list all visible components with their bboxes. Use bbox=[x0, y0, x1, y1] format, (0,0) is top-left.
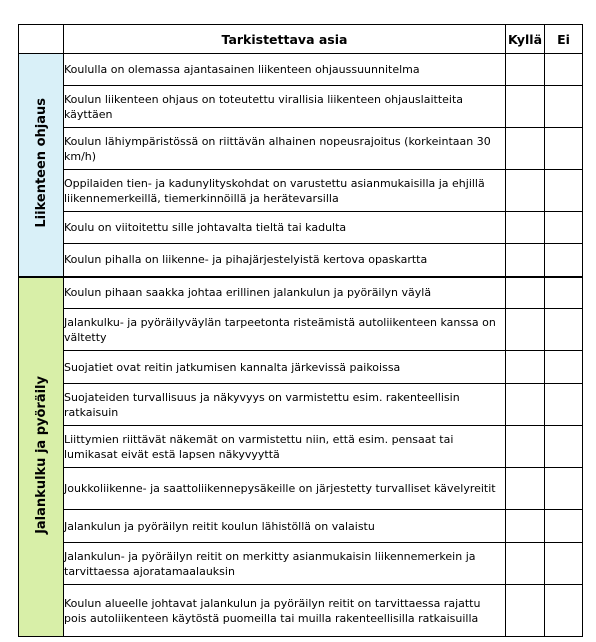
header-category-cell bbox=[19, 25, 64, 54]
row-text: Suojatiet ovat reitin jatkumisen kannalta järkevissä paikoissa bbox=[64, 351, 506, 384]
yes-checkbox-cell[interactable] bbox=[506, 54, 545, 86]
yes-checkbox-cell[interactable] bbox=[506, 86, 545, 128]
row-text: Jalankulku- ja pyöräilyväylän tarpeetonta risteämistä autoliikenteen kanssa on vältetty bbox=[64, 309, 506, 351]
yes-checkbox-cell[interactable] bbox=[506, 244, 545, 277]
yes-checkbox-cell[interactable] bbox=[506, 543, 545, 585]
no-checkbox-cell[interactable] bbox=[545, 86, 583, 128]
table-row bbox=[19, 54, 583, 86]
yes-checkbox-cell[interactable] bbox=[506, 128, 545, 170]
table-row bbox=[19, 543, 583, 585]
no-checkbox-cell[interactable] bbox=[545, 244, 583, 277]
no-checkbox-cell[interactable] bbox=[545, 426, 583, 468]
row-text: Koulun pihaan saakka johtaa erillinen jalankulun ja pyöräilyn väylä bbox=[64, 277, 506, 309]
table-row bbox=[19, 212, 583, 244]
table-row bbox=[19, 128, 583, 170]
yes-checkbox-cell[interactable] bbox=[506, 468, 545, 510]
no-checkbox-cell[interactable] bbox=[545, 468, 583, 510]
header-row bbox=[19, 25, 583, 54]
row-text: Jalankulun- ja pyöräilyn reitit on merkitty asianmukaisin liikennemerkein ja tarvittaessa ajoratamaalauksin bbox=[64, 543, 506, 585]
header-no: Ei bbox=[545, 25, 583, 54]
yes-checkbox-cell[interactable] bbox=[506, 351, 545, 384]
yes-checkbox-cell[interactable] bbox=[506, 277, 545, 309]
yes-checkbox-cell[interactable] bbox=[506, 384, 545, 426]
table-row bbox=[19, 384, 583, 426]
row-text: Koulu on viitoitettu sille johtavalta tieltä tai kadulta bbox=[64, 212, 506, 244]
row-text: Koululla on olemassa ajantasainen liikenteen ohjaussuunnitelma bbox=[64, 54, 506, 86]
yes-checkbox-cell[interactable] bbox=[506, 585, 545, 637]
row-text: Koulun alueelle johtavat jalankulun ja pyöräilyn reitit on tarvittaessa rajattu pois autoliikenteen käytöstä puomeilla tai muilla rakenteellisilla ratkaisuilla bbox=[64, 585, 506, 637]
category-label: Liikenteen ohjaus bbox=[33, 97, 49, 228]
no-checkbox-cell[interactable] bbox=[545, 170, 583, 212]
table-row bbox=[19, 244, 583, 277]
category-label: Jalankulku ja pyöräily bbox=[33, 375, 49, 534]
table-row bbox=[19, 426, 583, 468]
row-text: Koulun lähiympäristössä on riittävän alhainen nopeusrajoitus (korkeintaan 30 km/h) bbox=[64, 128, 506, 170]
no-checkbox-cell[interactable] bbox=[545, 54, 583, 86]
table-row bbox=[19, 309, 583, 351]
no-checkbox-cell[interactable] bbox=[545, 543, 583, 585]
no-checkbox-cell[interactable] bbox=[545, 510, 583, 543]
row-text: Suojateiden turvallisuus ja näkyvyys on varmistettu esim. rakenteellisin ratkaisuin bbox=[64, 384, 506, 426]
row-text: Oppilaiden tien- ja kadunylityskohdat on varustettu asianmukaisilla ja ehjillä liikennemerkeillä, tiemerkinnöillä ja herätevarsilla bbox=[64, 170, 506, 212]
header-item: Tarkistettava asia bbox=[64, 25, 506, 54]
no-checkbox-cell[interactable] bbox=[545, 212, 583, 244]
yes-checkbox-cell[interactable] bbox=[506, 309, 545, 351]
table-row bbox=[19, 510, 583, 543]
no-checkbox-cell[interactable] bbox=[545, 585, 583, 637]
table-row bbox=[19, 468, 583, 510]
checklist-table bbox=[18, 24, 583, 637]
row-text: Koulun pihalla on liikenne- ja pihajärjestelyistä kertova opaskartta bbox=[64, 244, 506, 277]
no-checkbox-cell[interactable] bbox=[545, 351, 583, 384]
no-checkbox-cell[interactable] bbox=[545, 309, 583, 351]
no-checkbox-cell[interactable] bbox=[545, 277, 583, 309]
no-checkbox-cell[interactable] bbox=[545, 128, 583, 170]
header-yes: Kyllä bbox=[506, 25, 545, 54]
yes-checkbox-cell[interactable] bbox=[506, 212, 545, 244]
table-row bbox=[19, 86, 583, 128]
row-text: Jalankulun ja pyöräilyn reitit koulun lähistöllä on valaistu bbox=[64, 510, 506, 543]
row-text: Koulun liikenteen ohjaus on toteutettu virallisia liikenteen ohjauslaitteita käyttäen bbox=[64, 86, 506, 128]
no-checkbox-cell[interactable] bbox=[545, 384, 583, 426]
yes-checkbox-cell[interactable] bbox=[506, 426, 545, 468]
category-cell-walking-cycling bbox=[19, 277, 64, 637]
table-row bbox=[19, 585, 583, 637]
row-text: Joukkoliikenne- ja saattoliikennepysäkeille on järjestetty turvalliset kävelyreitit bbox=[64, 468, 506, 510]
table-row bbox=[19, 170, 583, 212]
category-cell-traffic-control bbox=[19, 54, 64, 277]
row-text: Liittymien riittävät näkemät on varmistettu niin, että esim. pensaat tai lumikasat eivät estä lapsen näkyvyyttä bbox=[64, 426, 506, 468]
table-row bbox=[19, 277, 583, 309]
table-row bbox=[19, 351, 583, 384]
yes-checkbox-cell[interactable] bbox=[506, 510, 545, 543]
yes-checkbox-cell[interactable] bbox=[506, 170, 545, 212]
